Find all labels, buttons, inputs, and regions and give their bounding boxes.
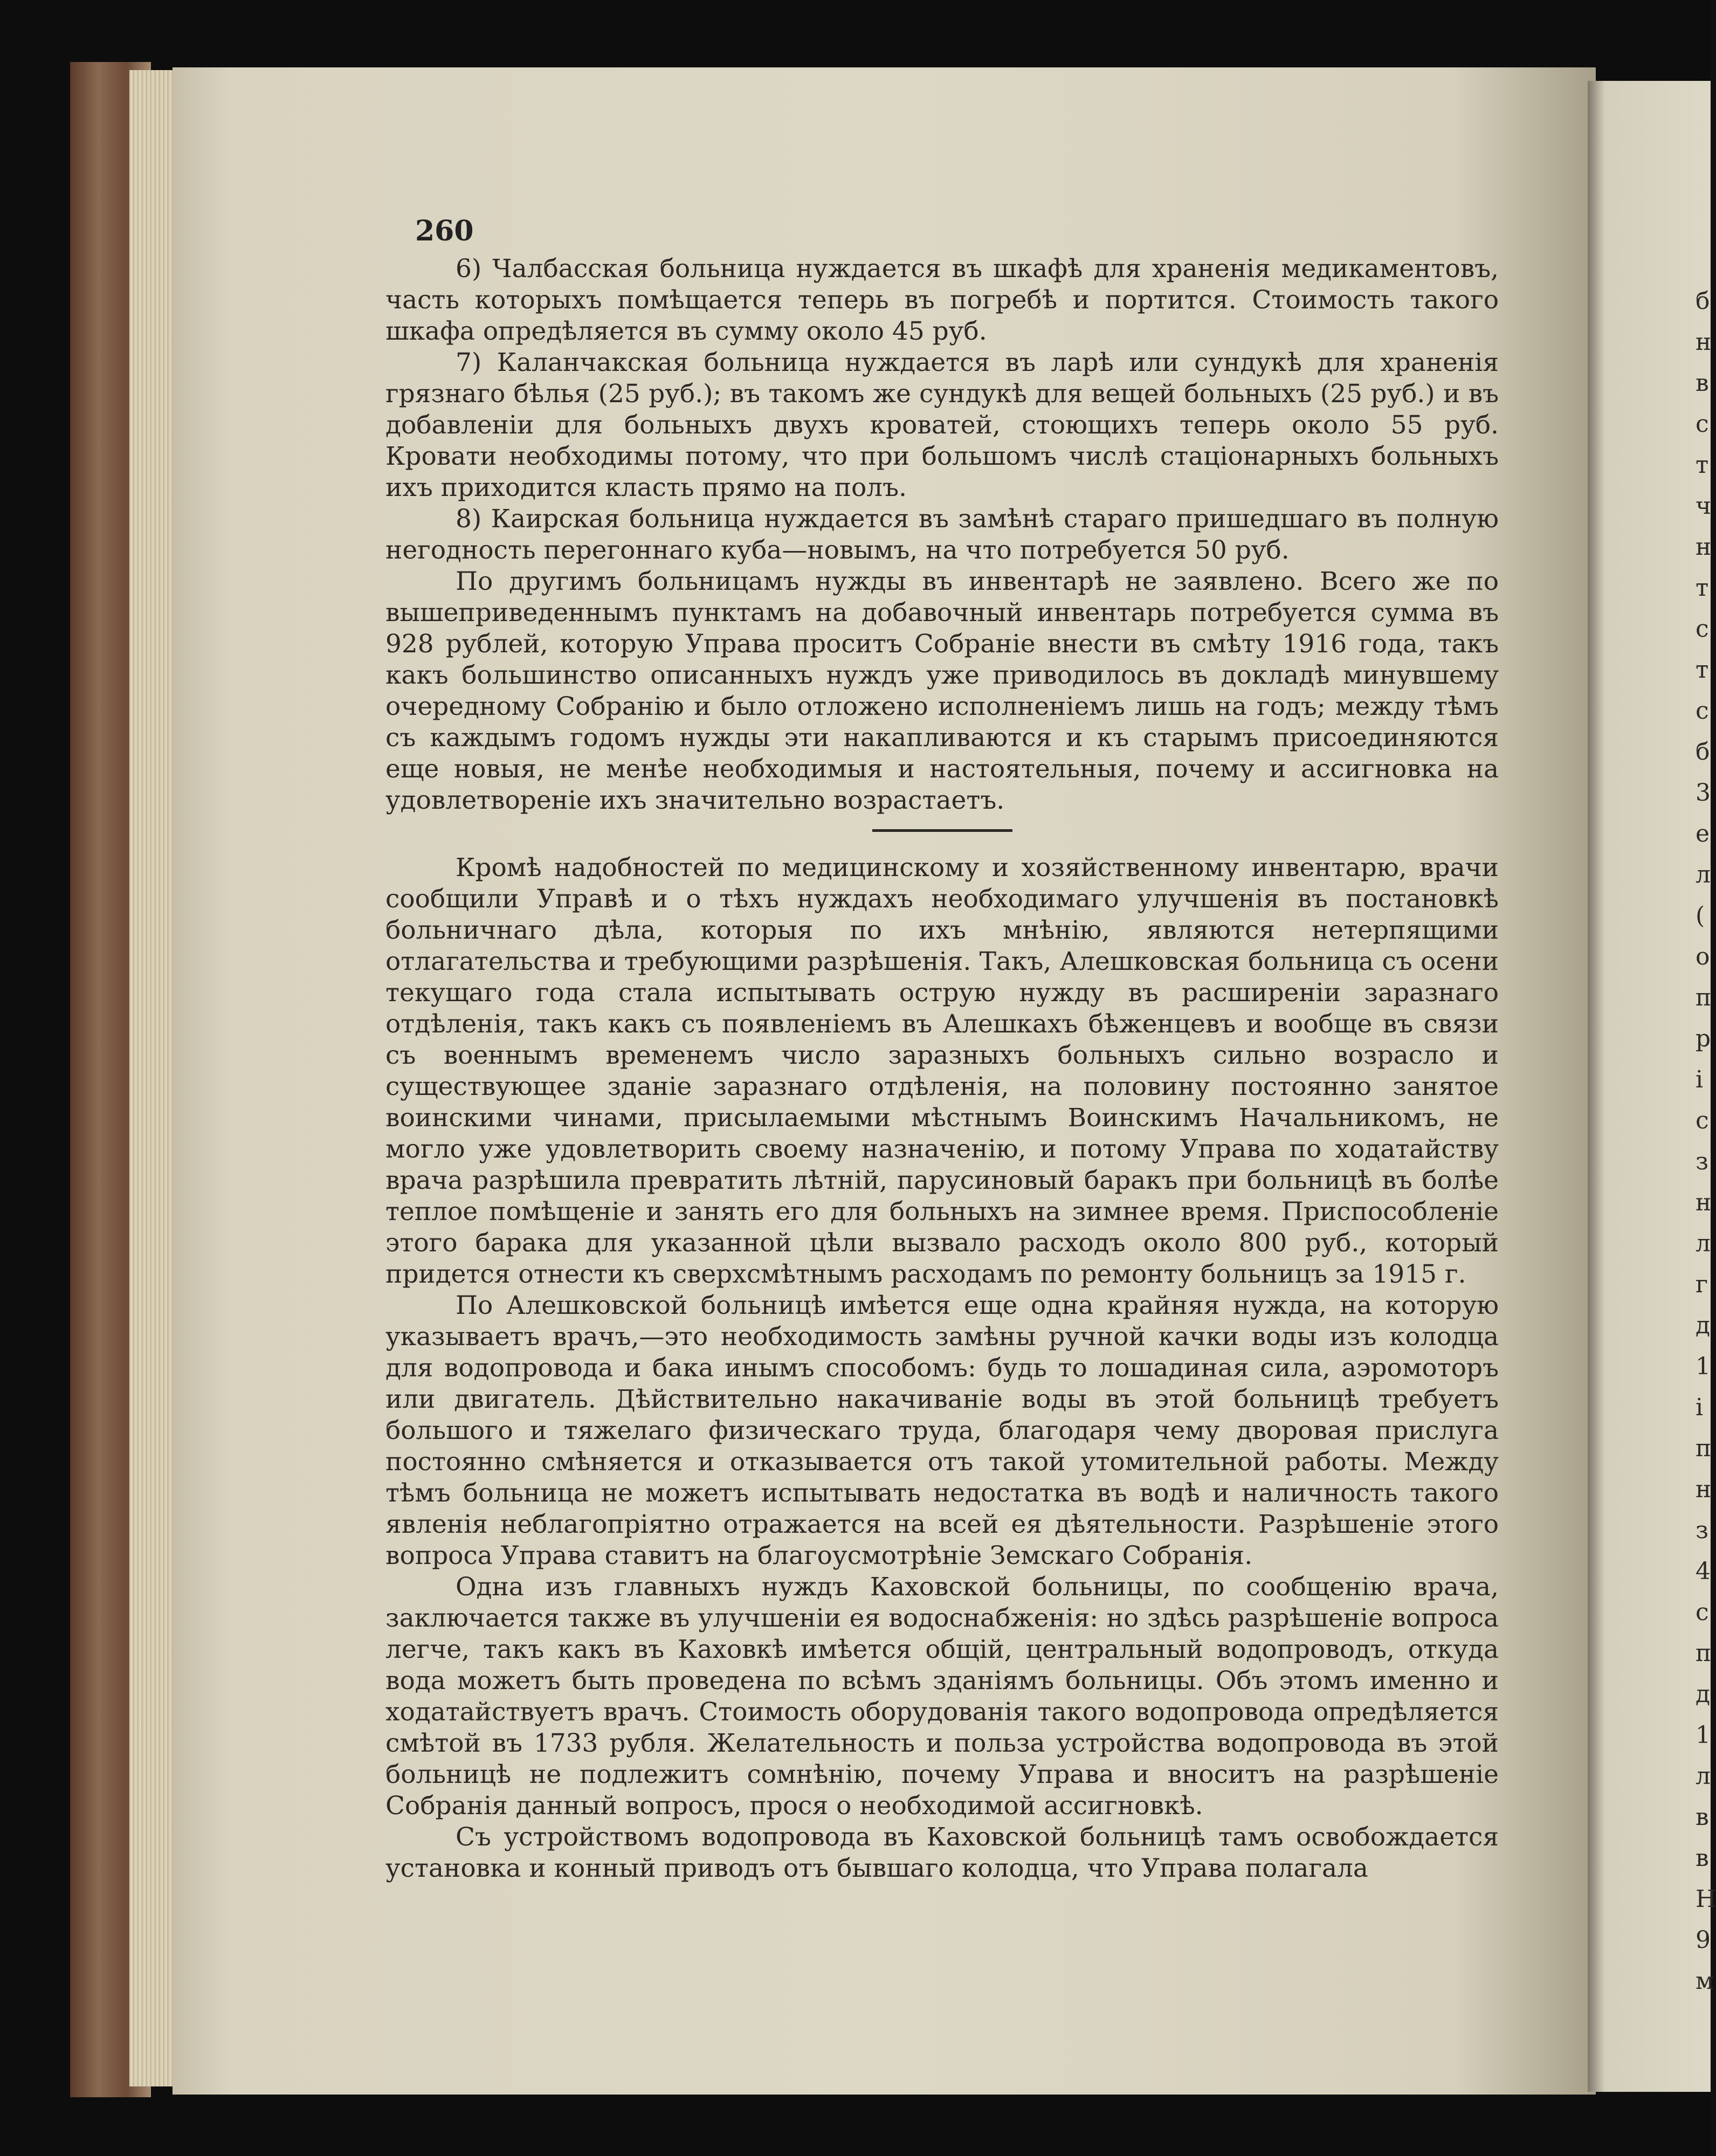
- facing-page-letter: 4: [1696, 1558, 1711, 1585]
- facing-page-letter: д: [1696, 1680, 1711, 1708]
- facing-page-letter: в: [1696, 1803, 1709, 1831]
- facing-page-letter: в: [1696, 1844, 1709, 1872]
- facing-page-letter: (: [1696, 902, 1705, 929]
- page-text: [385, 253, 1499, 1884]
- facing-page-letter: м: [1696, 1967, 1714, 1995]
- facing-page-letter: і: [1696, 1394, 1704, 1421]
- facing-page-letter: ч: [1696, 492, 1712, 520]
- paragraph: 7) Каланчакская больница нуждается въ ларѣ или сундукѣ для храненія грязнаго бѣлья (25 руб.); въ такомъ же сундукѣ для вещей больныхъ (25 руб.) и въ добавленіи для больныхъ двухъ кроватей, стоющихъ теперь около 55 руб. Кровати необходимы потому, что при большомъ числѣ стаціонарныхъ больныхъ ихъ приходится класть прямо на полъ.: [385, 348, 1499, 502]
- paragraphs-top: [385, 253, 1499, 816]
- facing-page-letter: л: [1696, 1762, 1711, 1790]
- page-number: 260: [415, 215, 474, 247]
- paragraph: Съ устройствомъ водопровода въ Каховской больницѣ тамъ освобождается установка и конный приводъ отъ бывшаго колодца, что Управа полагала: [385, 1822, 1499, 1883]
- facing-page-letter: р: [1696, 1025, 1711, 1052]
- facing-page-letter: п: [1696, 1640, 1712, 1667]
- facing-page-letter: н: [1696, 533, 1712, 561]
- facing-page-letter: е: [1696, 820, 1710, 848]
- facing-page-letter: с: [1696, 410, 1709, 438]
- facing-page-letter: 9: [1696, 1926, 1711, 1954]
- facing-page-letter: Н: [1696, 1885, 1716, 1913]
- facing-page-letter: с: [1696, 697, 1709, 725]
- facing-page-letter: л: [1696, 1230, 1711, 1257]
- section-divider: [872, 829, 1012, 832]
- paragraph: По Алешковской больницѣ имѣется еще одна крайняя нужда, на которую указываетъ врачъ,—это необходимость замѣны ручной качки воды изъ колодца для водопровода и бака инымъ способомъ: будь то лошадиная сила, аэромоторъ или двигатель. Дѣйствительно накачиваніе воды въ этой больницѣ требуетъ большого и тяжелаго физическаго труда, благодаря чему дворовая прислуга постоянно смѣняется и отказывается отъ такой утомительной работы. Между тѣмъ больница не можетъ испытывать недостатка въ водѣ и наличность такого явленія неблагопріятно отражается на всей ея дѣятельности. Разрѣшеніе этого вопроса Управа ставитъ на благоусмотрѣніе Земскаго Собранія.: [385, 1291, 1499, 1570]
- paragraph: 8) Каирская больница нуждается въ замѣнѣ стараго пришедшаго въ полную негодность перегоннаго куба—новымъ, на что потребуется 50 руб.: [385, 504, 1499, 565]
- facing-page-letter: д: [1696, 1312, 1711, 1339]
- facing-page-letter: з: [1696, 1517, 1708, 1544]
- facing-page-letter: з: [1696, 1148, 1708, 1175]
- facing-page-letter: в: [1696, 369, 1709, 397]
- paragraph: Одна изъ главныхъ нуждъ Каховской больницы, по сообщенію врача, заключается также въ улучшеніи ея водоснабженія: но здѣсь разрѣшеніе вопроса легче, такъ какъ въ Каховкѣ имѣется общій, центральный водопроводъ, откуда вода можетъ быть проведена по всѣмъ зданіямъ больницы. Объ этомъ именно и ходатайствуетъ врачъ. Стоимость оборудованія такого водопровода опредѣляется смѣтой въ 1733 рубля. Желательность и польза устройства водопровода въ этой больницѣ не подлежитъ сомнѣнію, почему Управа и вноситъ на разрѣшеніе Собранія данный вопросъ, прося о необходимой ассигновкѣ.: [385, 1572, 1499, 1821]
- paragraph: Кромѣ надобностей по медицинскому и хозяйственному инвентарю, врачи сообщили Управѣ и о тѣхъ нуждахъ необходимаго улучшенія въ постановкѣ больничнаго дѣла, которыя по ихъ мнѣнію, являются нетерпящими отлагательства и требующими разрѣшенія. Такъ, Алешковская больница съ осени текущаго года стала испытывать острую нужду въ расширеніи заразнаго отдѣленія, такъ какъ съ появленіемъ въ Алешкахъ бѣженцевъ и вообще въ связи съ военнымъ временемъ число заразныхъ больныхъ сильно возрасло и существующее зданіе заразнаго отдѣленія, на половину постоянно занятое воинскими чинами, присылаемыми мѣстнымъ Воинскимъ Начальникомъ, не могло уже удовлетворить своему назначенію, и потому Управа по ходатайству врача разрѣшила превратить лѣтній, парусиновый баракъ при больницѣ въ болѣе теплое помѣщеніе и занять его для больныхъ на зимнее время. Приспособленіе этого барака для указанной цѣли вызвало расходъ около 800 руб., который придется отнести къ сверхсмѣтнымъ расходамъ по ремонту больницъ за 1915 г.: [385, 853, 1499, 1289]
- facing-page-letter: п: [1696, 1435, 1712, 1462]
- facing-page-letter: н: [1696, 328, 1712, 356]
- facing-page-letter: с: [1696, 1107, 1709, 1134]
- facing-page-edge: [1588, 81, 1716, 2092]
- paragraph: 6) Чалбасская больница нуждается въ шкафѣ для храненія медикаментовъ, часть которыхъ помѣщается теперь въ погребѣ и портится. Стоимость такого шкафа опредѣляется въ сумму около 45 руб.: [385, 254, 1499, 346]
- facing-page-letter: т: [1696, 451, 1709, 479]
- facing-page-letter: о: [1696, 943, 1710, 970]
- paragraph: По другимъ больницамъ нужды въ инвентарѣ не заявлено. Всего же по вышеприведеннымъ пунктамъ на добавочный инвентарь потребуется сумма въ 928 рублей, которую Управа проситъ Собраніе внести въ смѣту 1916 года, такъ какъ большинство описанныхъ нуждъ уже приводилось въ докладѣ минувшему очередному Собранію и было отложено исполненіемъ лишь на годъ; между тѣмъ съ каждымъ годомъ нужды эти накапливаются и къ старымъ присоединяются еще новыя, не менѣе необходимыя и настоятельныя, почему и ассигновка на удовлетвореніе ихъ значительно возрастаетъ.: [385, 567, 1499, 815]
- facing-page-letter: т: [1696, 574, 1709, 602]
- facing-page-letter: б: [1696, 287, 1710, 315]
- facing-page-letter: 1: [1696, 1721, 1711, 1749]
- facing-page-letter: п: [1696, 984, 1712, 1011]
- facing-page-letter: л: [1696, 861, 1711, 888]
- facing-page-letter: і: [1696, 1066, 1704, 1093]
- facing-page-letter: с: [1696, 615, 1709, 643]
- facing-page-letter: 1: [1696, 1353, 1711, 1380]
- facing-page-letter: т: [1696, 656, 1709, 684]
- facing-page-letter: н: [1696, 1189, 1712, 1216]
- facing-page-letter: 3: [1696, 779, 1711, 807]
- facing-page-letter: г: [1696, 1271, 1708, 1298]
- facing-page-letter: б: [1696, 738, 1710, 766]
- facing-page-letter: с: [1696, 1599, 1709, 1626]
- facing-page-letter: н: [1696, 1476, 1712, 1503]
- paragraphs-bottom: [385, 852, 1499, 1884]
